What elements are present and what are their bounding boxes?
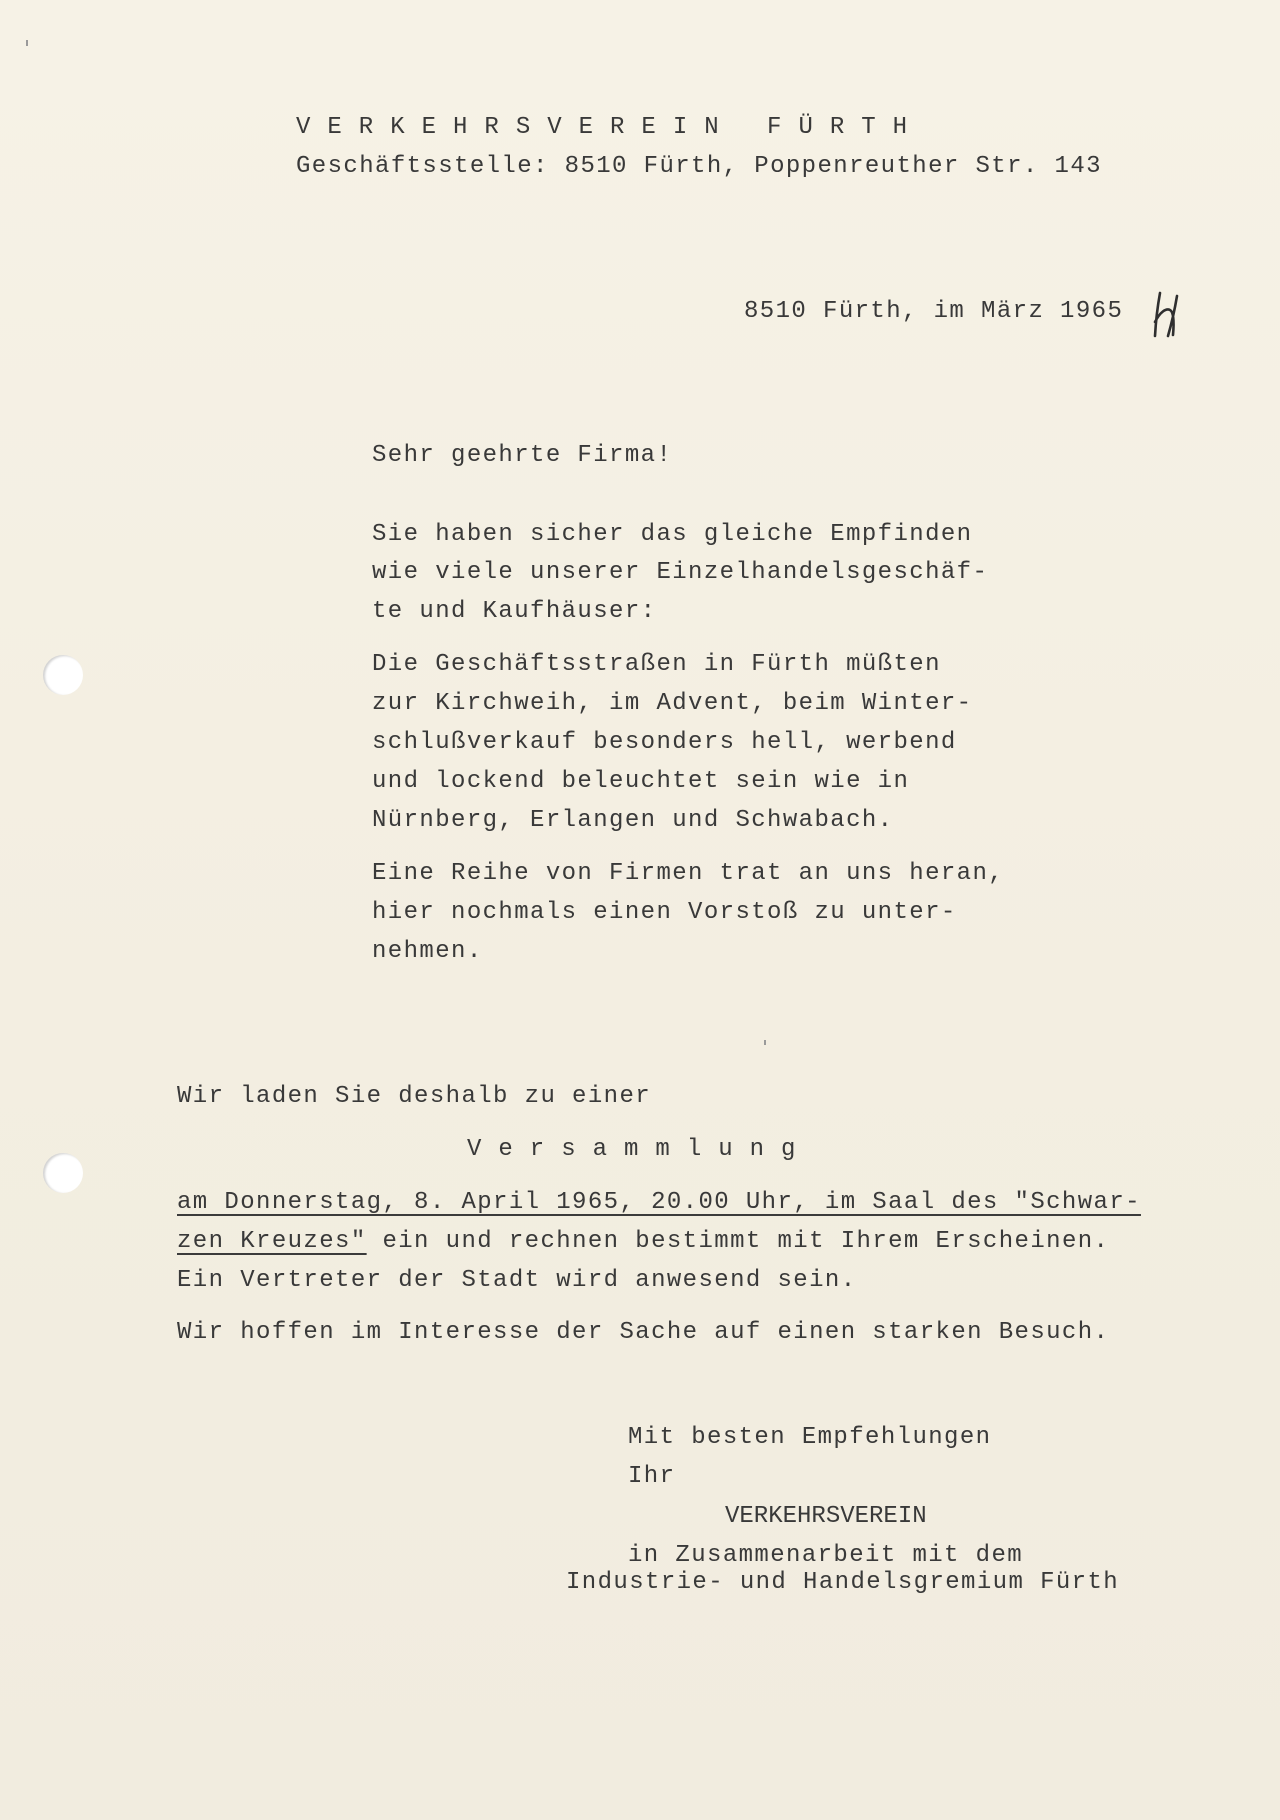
paper-mark xyxy=(26,40,28,46)
body-line: Eine Reihe von Firmen trat an uns heran, xyxy=(372,860,1005,887)
invitation-details-line1: am Donnerstag, 8. April 1965, 20.00 Uhr, im Saal des "Schwar- xyxy=(177,1189,1141,1216)
paper-mark xyxy=(764,1040,766,1045)
salutation: Sehr geehrte Firma! xyxy=(372,442,673,469)
closing-yours: Ihr xyxy=(628,1463,676,1490)
body-line: zur Kirchweih, im Advent, beim Winter- xyxy=(372,690,973,717)
body-line: nehmen. xyxy=(372,938,483,965)
body-line: hier nochmals einen Vorstoß zu unter- xyxy=(372,899,957,926)
body-line: Die Geschäftsstraßen in Fürth müßten xyxy=(372,651,941,678)
date-line: 8510 Fürth, im März 1965 xyxy=(744,298,1124,325)
closing-greeting: Mit besten Empfehlungen xyxy=(628,1424,992,1451)
invitation-details-line2-rest: ein und rechnen bestimmt mit Ihrem Erscheinen. xyxy=(366,1228,1110,1255)
handwritten-initials xyxy=(1150,290,1184,340)
body-line: und lockend beleuchtet sein wie in xyxy=(372,768,910,795)
signature-organization: VERKEHRSVEREIN xyxy=(725,1503,927,1530)
invitation-heading: Versammlung xyxy=(467,1136,813,1163)
closing-hope: Wir hoffen im Interesse der Sache auf einen starken Besuch. xyxy=(177,1319,1110,1346)
punch-hole-bottom xyxy=(43,1153,83,1193)
invitation-intro: Wir laden Sie deshalb zu einer xyxy=(177,1083,652,1110)
body-line: Sie haben sicher das gleiche Empfinden xyxy=(372,521,973,548)
letterhead-organization: VERKEHRSVEREIN FÜRTH xyxy=(296,114,925,141)
letterhead-office-address: Geschäftsstelle: 8510 Fürth, Poppenreuther Str. 143 xyxy=(296,153,1102,180)
invitation-details-line3: Ein Vertreter der Stadt wird anwesend sein. xyxy=(177,1267,857,1294)
signature-cooperation-line1: in Zusammenarbeit mit dem xyxy=(628,1542,1024,1569)
body-line: te und Kaufhäuser: xyxy=(372,598,657,625)
body-line: Nürnberg, Erlangen und Schwabach. xyxy=(372,807,894,834)
venue-name-continuation: zen Kreuzes" xyxy=(177,1228,367,1255)
body-line: schlußverkauf besonders hell, werbend xyxy=(372,729,957,756)
signature-cooperation-line2: Industrie- und Handelsgremium Fürth xyxy=(566,1569,1120,1596)
invitation-details-line2 xyxy=(177,1227,1109,1257)
punch-hole-top xyxy=(43,655,83,695)
body-line: wie viele unserer Einzelhandelsgeschäf- xyxy=(372,559,989,586)
